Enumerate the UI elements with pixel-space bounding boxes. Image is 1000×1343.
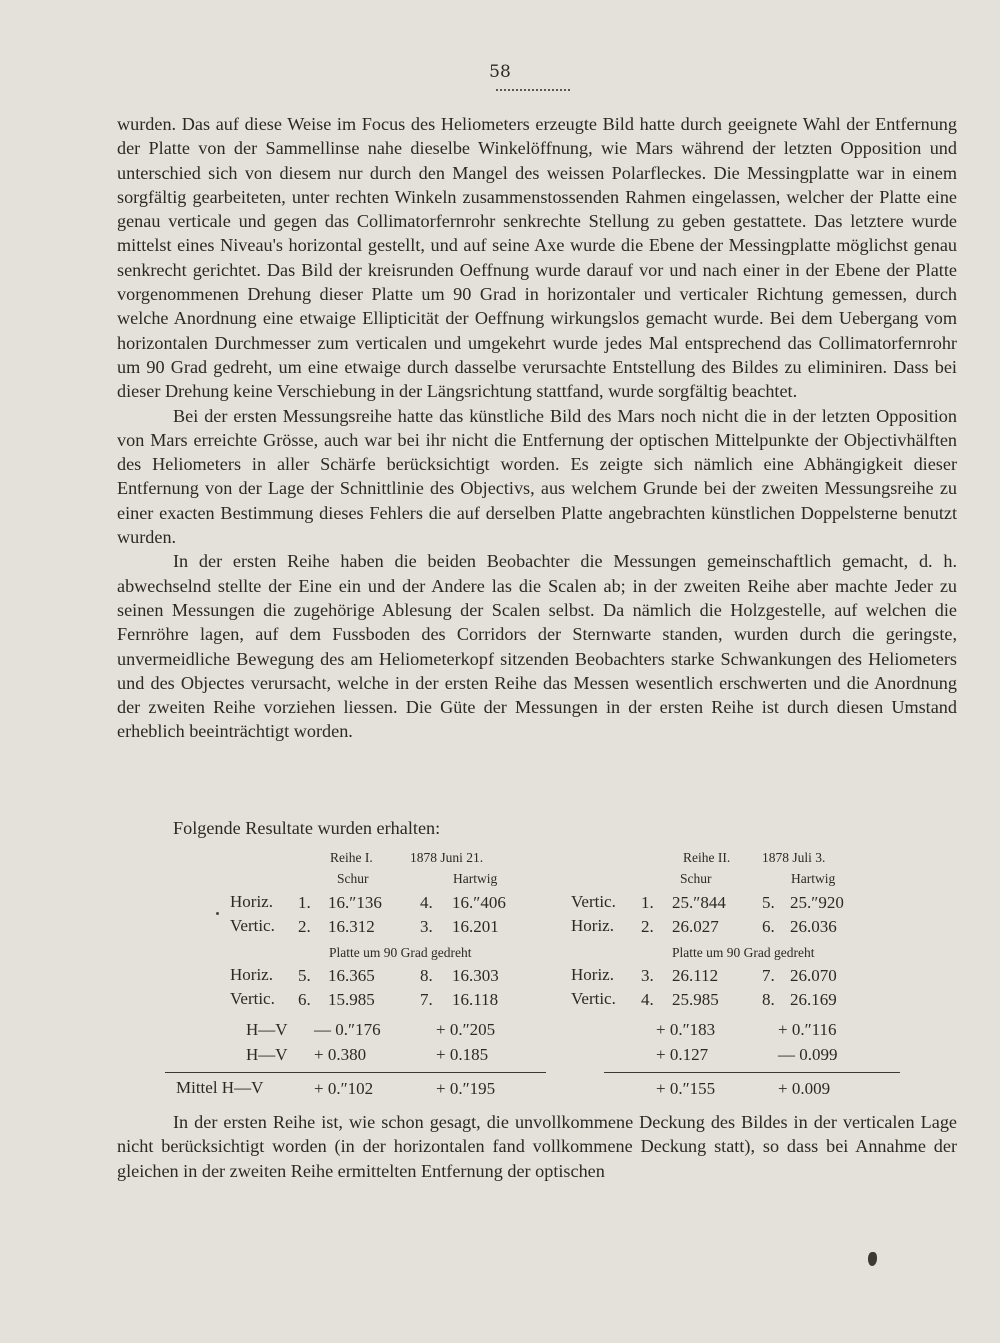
row-label: Horiz. xyxy=(230,965,273,984)
series-2-subhead: Platte um 90 Grad gedreht xyxy=(672,945,815,960)
cell-value: 25.985 xyxy=(672,990,719,1009)
row-index: 1. xyxy=(298,893,311,912)
sum-rule xyxy=(604,1072,900,1073)
row-index: 6. xyxy=(298,990,311,1009)
diff-value: + 0.185 xyxy=(436,1045,489,1064)
page-number: 58 xyxy=(489,62,511,82)
mean-value: + 0.″155 xyxy=(656,1079,716,1098)
ink-smudge xyxy=(868,1252,877,1266)
row-label: Vertic. xyxy=(230,916,275,935)
row-index: 3. xyxy=(420,917,433,936)
row-label: Horiz. xyxy=(571,916,614,935)
body-text xyxy=(117,112,957,744)
row-index: 7. xyxy=(762,966,775,985)
mean-label: Mittel H—V xyxy=(176,1078,264,1097)
diff-value: + 0.″116 xyxy=(778,1020,837,1039)
row-index: 4. xyxy=(641,990,654,1009)
row-index: 8. xyxy=(762,990,775,1009)
row-index: 6. xyxy=(762,917,775,936)
series-1-subhead: Platte um 90 Grad gedreht xyxy=(329,945,472,960)
row-index: 3. xyxy=(641,966,654,985)
closing-text xyxy=(117,1110,957,1183)
mean-value: + 0.009 xyxy=(778,1079,831,1098)
row-label: Horiz. xyxy=(571,965,614,984)
series-1-title: Reihe I. xyxy=(330,850,373,865)
cell-value: 26.112 xyxy=(672,966,719,985)
cell-value: 26.070 xyxy=(790,966,837,985)
row-index: 2. xyxy=(298,917,311,936)
cell-value: 16.″406 xyxy=(452,893,506,912)
row-index: 5. xyxy=(762,893,775,912)
cell-value: 16.118 xyxy=(452,990,499,1009)
series-2-col-schur: Schur xyxy=(680,871,712,886)
sum-rule xyxy=(165,1072,546,1073)
series-1-col-schur: Schur xyxy=(337,871,369,886)
series-2-title: Reihe II. xyxy=(683,850,731,865)
row-index: 2. xyxy=(641,917,654,936)
diff-value: + 0.″205 xyxy=(436,1020,496,1039)
row-index: 1. xyxy=(641,893,654,912)
series-1-date: 1878 Juni 21. xyxy=(410,850,484,865)
row-index: 5. xyxy=(298,966,311,985)
diff-label: H—V xyxy=(246,1045,288,1064)
paragraph-2: Bei der ersten Messungsreihe hatte das künstliche Bild des Mars noch nicht die in der letzten Opposition von Mars erreichte Grösse, auch war bei ihr nicht die Entfernung der optischen Mittelpunkte der Objectivhälften des Heliometers in aller Schärfe berücksichtigt worden. Es zeigte sich nämlich eine Abhängigkeit dieser Entfernung von der Lage der Schnittlinie des Objectivs, aus welchem Grunde bei der zweiten Messungsreihe zu einer exacten Bestimmung dieses Fehlers die auf derselben Platte angebrachten künstlichen Doppelsterne benutzt wurden. xyxy=(117,405,957,548)
diff-value: — 0.099 xyxy=(778,1045,838,1064)
series-2-date: 1878 Juli 3. xyxy=(762,850,826,865)
row-index: 4. xyxy=(420,893,433,912)
paragraph-1: wurden. Das auf diese Weise im Focus des Heliometers erzeugte Bild hatte durch geeignete Wahl der Entfernung der Platte von der Sammellinse nahe dieselbe Winkelöffnung, wie Mars während der letzten Opposition und unterschied sich von diesem nur durch den Mangel des weissen Polarfleckes. Die Messingplatte war in einem sorgfältig gearbeiteten, unter rechten Winkeln zusammenstossenden Rahmen eingelassen, welcher der Platte eine genau verticale und gegen das Collimatorfernrohr senkrechte Stellung zu geben gestattete. Das letztere wurde mittelst eines Niveau's horizontal gestellt, und auf seine Axe wurde die Ebene der Messingplatte möglichst genau senkrecht gerichtet. Das Bild der kreisrunden Oeffnung wurde darauf vor und nach einer in der Ebene der Platte vorgenommenen Drehung dieser Platte um 90 Grad in horizontaler und verticaler Richtung gemessen, durch welche Anordnung eine etwaige Ellipticität der Oeffnung wirkungslos gemacht wurde. Bei dem Uebergang vom horizontalen Durchmesser zum verticalen und umgekehrt wurde jedes Mal entsprechend das Collimatorfernrohr um 90 Grad gedreht, um eine etwaige durch dasselbe verursachte Entstellung des Bildes zu eliminiren. Dass bei dieser Drehung keine Verschiebung in der Längsrichtung stattfand, wurde sorgfältig beachtet. xyxy=(117,114,957,402)
mean-value: + 0.″102 xyxy=(314,1079,374,1098)
paragraph-4: In der ersten Reihe ist, wie schon gesagt, die unvollkommene Deckung des Bildes in der verticalen Lage nicht berücksichtigt worden (in der horizontalen fand vollkommene Deckung statt), so dass bei Annahme der gleichen in der zweiten Reihe ermittelten Entfernung der optischen xyxy=(117,1112,957,1181)
row-label: Vertic. xyxy=(571,989,616,1008)
row-label: Horiz. xyxy=(230,892,273,911)
cell-value: 26.036 xyxy=(790,917,837,936)
diff-value: + 0.127 xyxy=(656,1045,709,1064)
table-intro: Folgende Resultate wurden erhalten: xyxy=(173,818,441,838)
diff-value: — 0.″176 xyxy=(314,1020,381,1039)
page-number-rule xyxy=(496,89,570,91)
diff-value: + 0.″183 xyxy=(656,1020,716,1039)
diff-value: + 0.380 xyxy=(314,1045,367,1064)
cell-value: 16.312 xyxy=(328,917,375,936)
mean-value: + 0.″195 xyxy=(436,1079,496,1098)
cell-value: 16.303 xyxy=(452,966,499,985)
row-index: 8. xyxy=(420,966,433,985)
cell-value: 26.169 xyxy=(790,990,837,1009)
cell-value: 25.″844 xyxy=(672,893,726,912)
cell-value: 16.″136 xyxy=(328,893,382,912)
cell-value: 15.985 xyxy=(328,990,375,1009)
diff-label: H—V xyxy=(246,1020,288,1039)
series-2-col-hartwig: Hartwig xyxy=(791,871,836,886)
ink-dot xyxy=(216,912,219,915)
row-label: Vertic. xyxy=(571,892,616,911)
cell-value: 26.027 xyxy=(672,917,719,936)
cell-value: 16.365 xyxy=(328,966,375,985)
paragraph-3: In der ersten Reihe haben die beiden Beobachter die Messungen gemeinschaftlich gemacht, d. h. abwechselnd stellte der Eine ein und der Andere las die Scalen ab; in der zweiten Reihe aber machte Jeder zu seinen Messungen die zugehörige Ablesung der Scalen selbst. Da nämlich die Holzgestelle, auf welchen die Fernröhre lagen, auf dem Fussboden des Corridors der Sternwarte standen, wurden durch die geringste, unvermeidliche Bewegung des am Heliometerkopf sitzenden Beobachters starke Schwankungen des Heliometers und des Objectes verursacht, welche in der ersten Reihe das Messen wesentlich erschwerten und die Anordnung der zweiten Reihe vorziehen liessen. Die Güte der Messungen in der ersten Reihe ist durch diesen Umstand erheblich beeinträchtigt worden. xyxy=(117,551,957,742)
row-label: Vertic. xyxy=(230,989,275,1008)
series-1-col-hartwig: Hartwig xyxy=(453,871,498,886)
row-index: 7. xyxy=(420,990,433,1009)
cell-value: 16.201 xyxy=(452,917,499,936)
cell-value: 25.″920 xyxy=(790,893,844,912)
